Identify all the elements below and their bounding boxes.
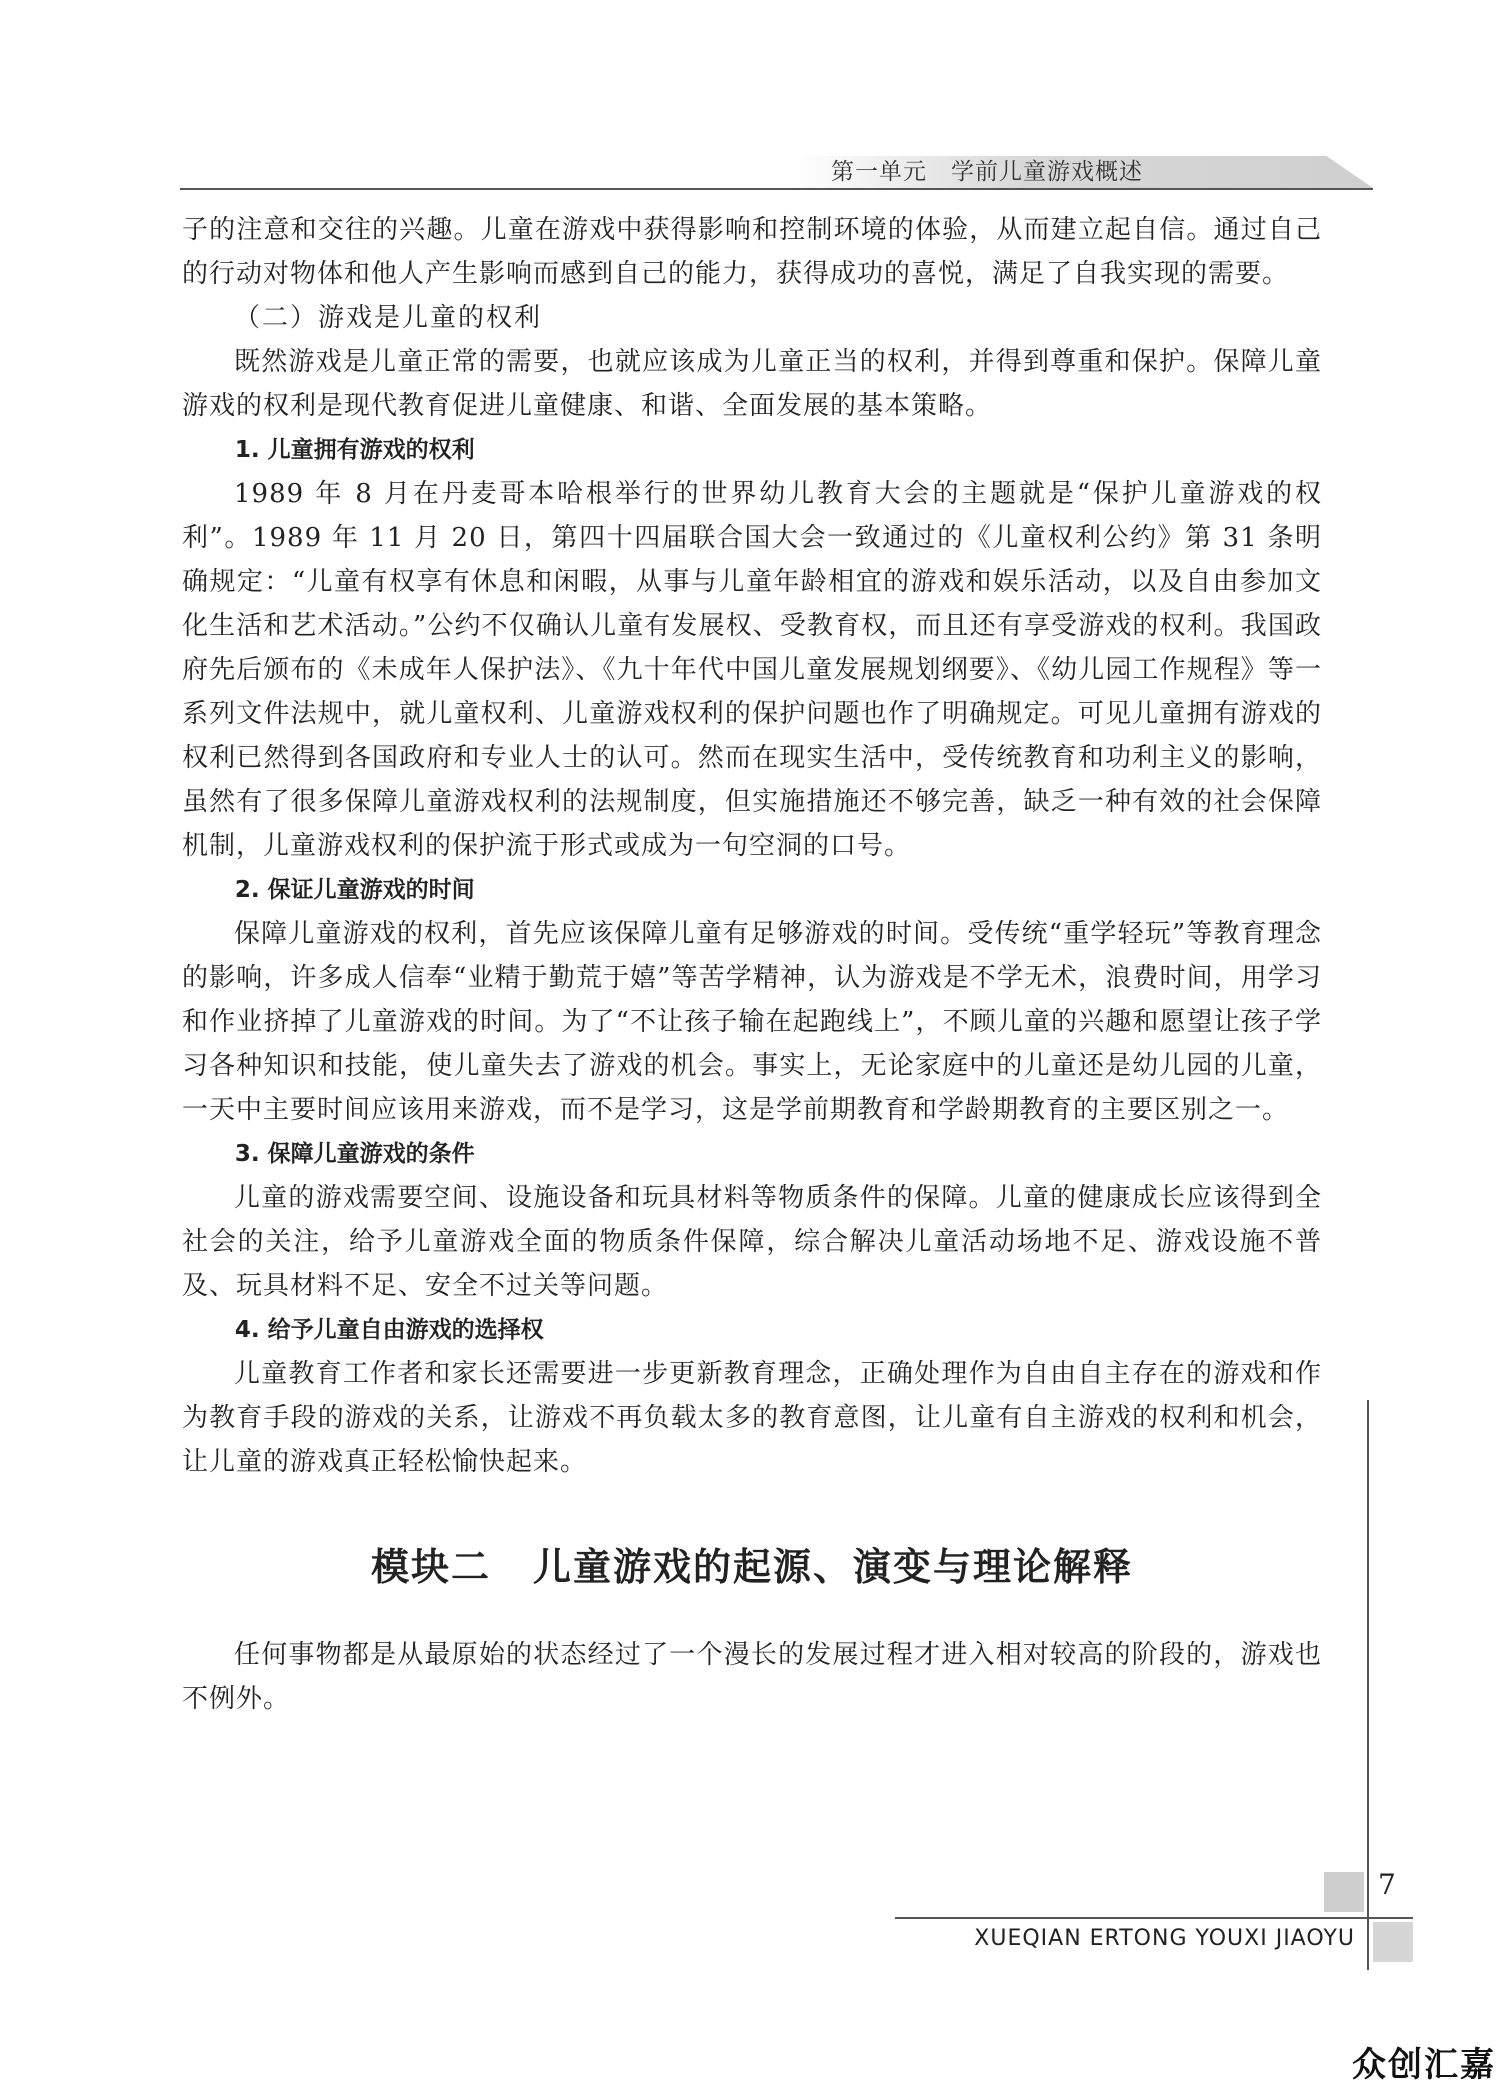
module-label: 模块二	[370, 1545, 491, 1589]
running-header	[180, 152, 1373, 190]
footer-book-title: XUEQIAN ERTONG YOUXI JIAOYU	[974, 1926, 1355, 1951]
section-heading: 1. 儿童拥有游戏的权利	[234, 437, 475, 463]
footer-square	[1373, 1922, 1413, 1962]
header-rule	[180, 188, 1373, 190]
margin-rule	[1367, 1400, 1369, 1970]
paragraph: 儿童的游戏需要空间、设施设备和玩具材料等物质条件的保障。儿童的健康成长应该得到全社会的关注，给予儿童游戏全面的物质条件保障，综合解决儿童活动场地不足、游戏设施不普及、玩具材料不足、安全不过关等问题。	[182, 1183, 1322, 1301]
section-heading: 4. 给予儿童自由游戏的选择权	[234, 1317, 544, 1343]
footer-rule	[895, 1917, 1413, 1919]
subsection-heading: （二）游戏是儿童的权利	[234, 303, 543, 333]
module-heading: 儿童游戏的起源、演变与理论解释	[533, 1545, 1134, 1589]
section-heading: 3. 保障儿童游戏的条件	[234, 1141, 475, 1167]
paragraph: 儿童教育工作者和家长还需要进一步更新教育理念，正确处理作为自由自主存在的游戏和作为教育手段的游戏的关系，让游戏不再负载太多的教育意图，让儿童有自主游戏的权利和机会，让儿童的游戏真正轻松愉快起来。	[182, 1359, 1322, 1477]
footer-square	[1324, 1872, 1364, 1912]
header-title: 第一单元 学前儿童游戏概述	[831, 159, 1143, 185]
module-title	[182, 1536, 1322, 1591]
paragraph: 1989 年 8 月在丹麦哥本哈根举行的世界幼儿教育大会的主题就是“保护儿童游戏的权利”。1989 年 11 月 20 日，第四十四届联合国大会一致通过的《儿童权利公约》第 31 条明确规定：“儿童有权享有休息和闲暇，从事与儿童年龄相宜的游戏和娱乐活动，以及自由参加文化生活和艺术活动。”公约不仅确认儿童有发展权、受教育权，而且还有享受游戏的权利。我国政府先后颁布的《未成年人保护法》、《九十年代中国儿童发展规划纲要》、《幼儿园工作规程》等一系列文件法规中，就儿童权利、儿童游戏权利的保护问题也作了明确规定。可见儿童拥有游戏的权利已然得到各国政府和专业人士的认可。然而在现实生活中，受传统教育和功利主义的影响，虽然有了很多保障儿童游戏权利的法规制度，但实施措施还不够完善，缺乏一种有效的社会保障机制，儿童游戏权利的保护流于形式或成为一句空洞的口号。	[182, 479, 1322, 861]
watermark-logo: 众创汇嘉	[1352, 2045, 1496, 2085]
paragraph: 任何事物都是从最原始的状态经过了一个漫长的发展过程才进入相对较高的阶段的，游戏也不例外。	[182, 1640, 1322, 1714]
page-body	[182, 208, 1322, 1721]
section-heading: 2. 保证儿童游戏的时间	[234, 877, 475, 903]
paragraph: 子的注意和交往的兴趣。儿童在游戏中获得影响和控制环境的体验，从而建立起自信。通过自己的行动对物体和他人产生影响而感到自己的能力，获得成功的喜悦，满足了自我实现的需要。	[182, 215, 1322, 289]
page-number: 7	[1378, 1868, 1396, 1901]
paragraph: 保障儿童游戏的权利，首先应该保障儿童有足够游戏的时间。受传统“重学轻玩”等教育理念的影响，许多成人信奉“业精于勤荒于嬉”等苦学精神，认为游戏是不学无术，浪费时间，用学习和作业挤掉了儿童游戏的时间。为了“不让孩子输在起跑线上”，不顾儿童的兴趣和愿望让孩子学习各种知识和技能，使儿童失去了游戏的机会。事实上，无论家庭中的儿童还是幼儿园的儿童，一天中主要时间应该用来游戏，而不是学习，这是学前期教育和学龄期教育的主要区别之一。	[182, 919, 1322, 1125]
paragraph: 既然游戏是儿童正常的需要，也就应该成为儿童正当的权利，并得到尊重和保护。保障儿童游戏的权利是现代教育促进儿童健康、和谐、全面发展的基本策略。	[182, 347, 1322, 421]
